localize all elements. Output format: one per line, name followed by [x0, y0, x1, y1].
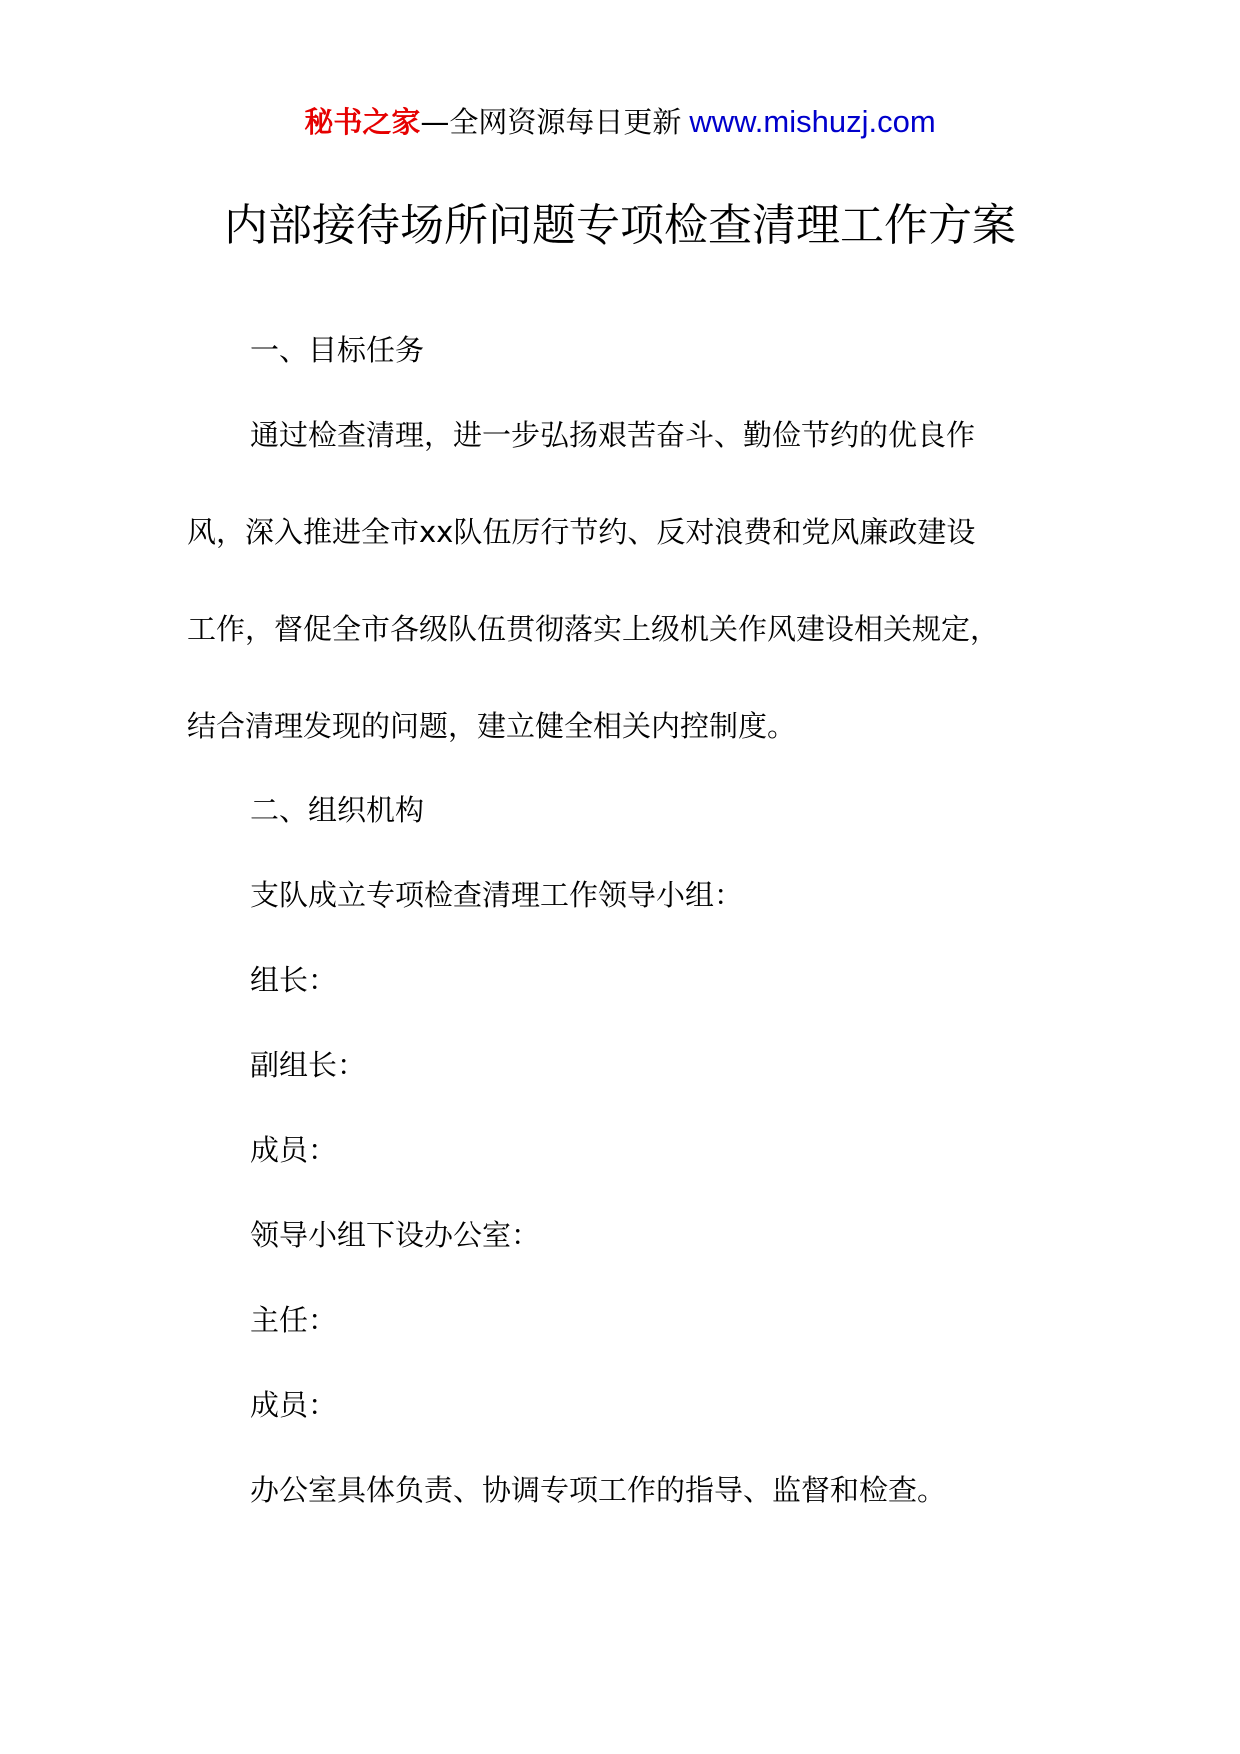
site-url-link[interactable]: www.mishuzj.com [689, 104, 936, 139]
site-header [0, 102, 1240, 142]
org-line-office: 领导小组下设办公室： [250, 1218, 541, 1252]
org-line-office-duty: 办公室具体负责、协调专项工作的指导、监督和检查。 [250, 1473, 947, 1507]
section-heading-organization: 二、组织机构 [250, 793, 425, 827]
org-line-director: 主任： [250, 1303, 338, 1337]
document-title: 内部接待场所问题专项检查清理工作方案 [224, 200, 1016, 251]
org-line-members: 成员： [250, 1133, 338, 1167]
header-tagline: —全网资源每日更新 [420, 105, 682, 139]
org-line-office-members: 成员： [250, 1388, 338, 1422]
org-line-deputy-leader: 副组长： [250, 1048, 367, 1082]
org-line: 支队成立专项检查清理工作领导小组： [250, 878, 744, 912]
org-line-leader: 组长： [250, 963, 338, 997]
paragraph-line: 结合清理发现的问题，建立健全相关内控制度。 [187, 709, 797, 743]
paragraph-line: 通过检查清理，进一步弘扬艰苦奋斗、勤俭节约的优良作 [250, 418, 976, 452]
section-heading-goals: 一、目标任务 [250, 333, 425, 367]
paragraph-line: 工作，督促全市各级队伍贯彻落实上级机关作风建设相关规定， [187, 612, 1000, 646]
paragraph-line: 风，深入推进全市xx队伍厉行节约、反对浪费和党风廉政建设 [187, 515, 976, 549]
brand-name: 秘书之家 [304, 105, 421, 139]
